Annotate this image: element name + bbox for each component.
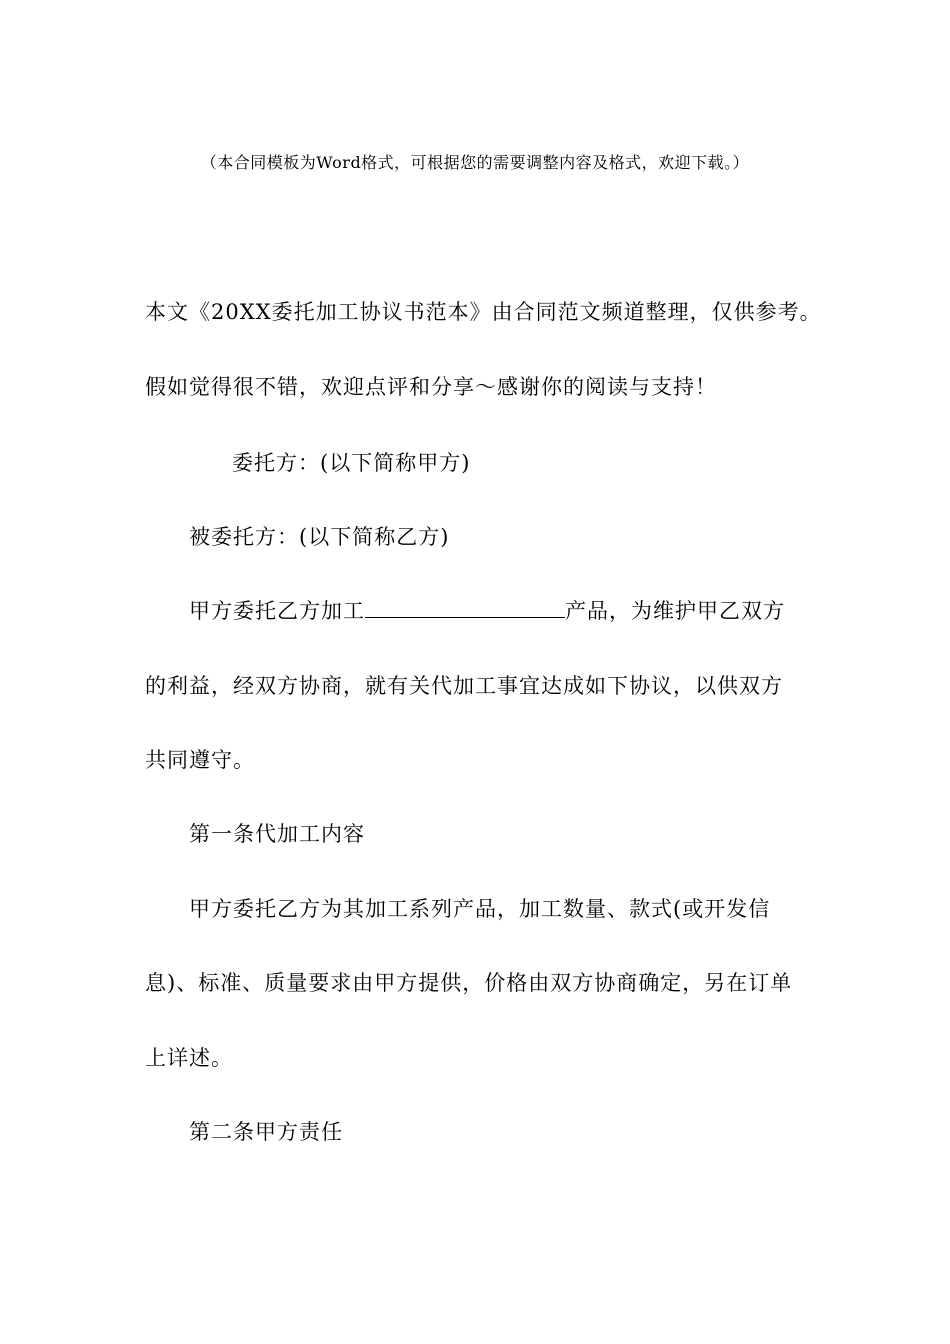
article-1-line-3: 上详述。	[145, 1046, 233, 1070]
preamble-line-1	[189, 597, 785, 625]
article-1-line-1: 甲方委托乙方为其加工系列产品，加工数量、款式(或开发信	[189, 897, 771, 921]
preamble-text-after-blank: 产品，为维护甲乙双方	[565, 599, 785, 623]
product-name-blank	[365, 597, 565, 618]
article-2-heading: 第二条甲方责任	[189, 1120, 343, 1144]
article-1-line-2: 息)、标准、质量要求由甲方提供，价格由双方协商确定，另在订单	[145, 971, 793, 995]
intro-line-2: 假如觉得很不错，欢迎点评和分享～感谢你的阅读与支持！	[145, 375, 717, 399]
preamble-line-3: 共同遵守。	[145, 748, 255, 772]
article-1-heading: 第一条代加工内容	[189, 822, 365, 846]
intro-line-1: 本文《20XX委托加工协议书范本》由合同范文频道整理，仅供参考。	[145, 300, 822, 324]
preamble-text-before-blank: 甲方委托乙方加工	[189, 599, 365, 623]
party-contractor: 被委托方：(以下简称乙方)	[189, 525, 450, 549]
party-client: 委托方：(以下简称甲方)	[232, 451, 471, 475]
template-note: （本合同模板为Word格式，可根据您的需要调整内容及格式，欢迎下载。）	[200, 153, 750, 172]
preamble-line-2: 的利益，经双方协商，就有关代加工事宜达成如下协议，以供双方	[145, 674, 783, 698]
